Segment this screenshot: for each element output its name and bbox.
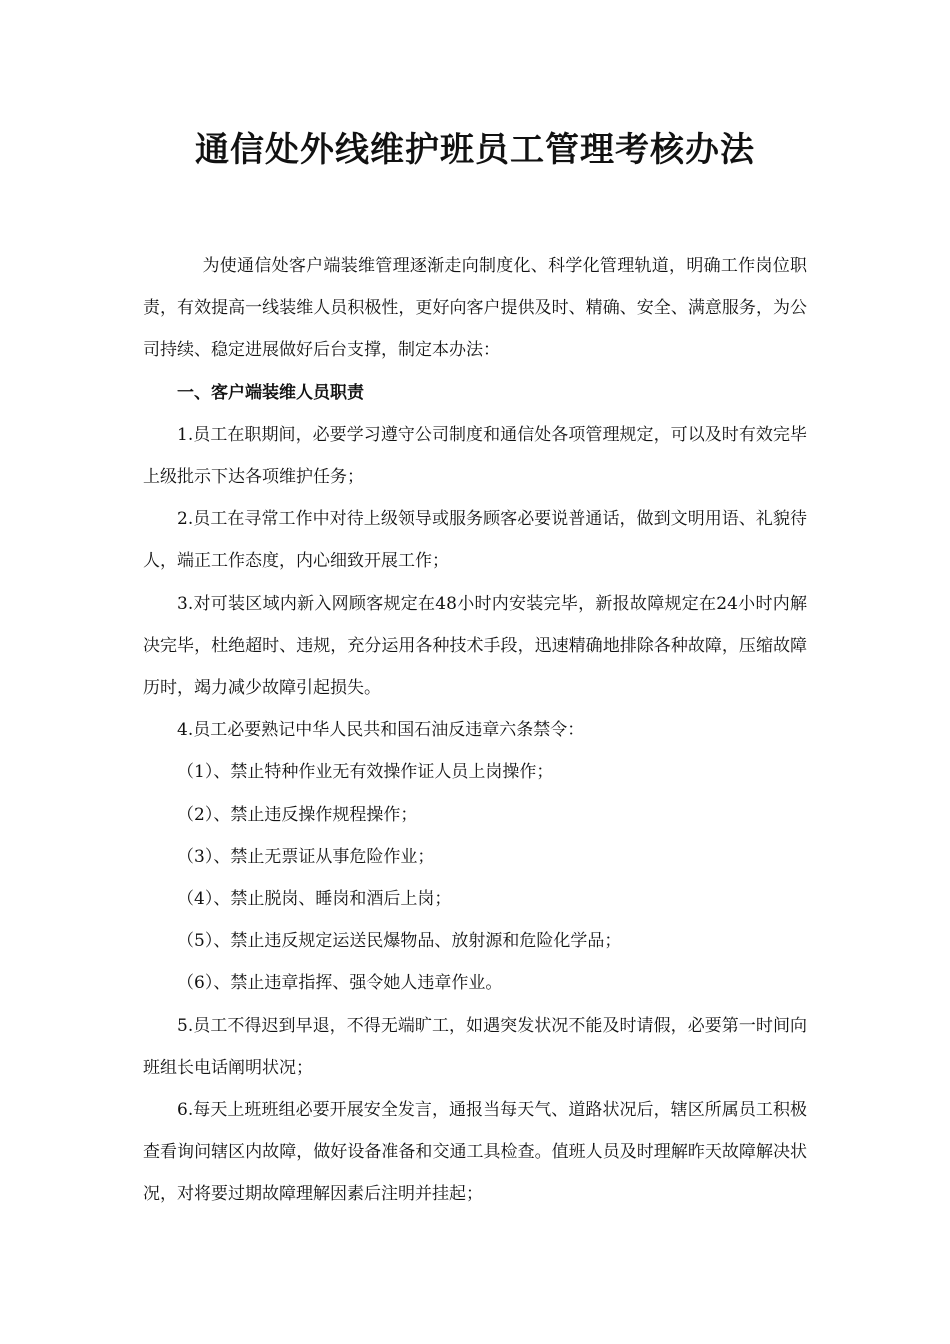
prohibition-item-4: （4）、禁止脱岗、睡岗和酒后上岗；: [177, 889, 452, 910]
prohibition-item-5: （5）、禁止违反规定运送民爆物品、放射源和危险化学品；: [177, 931, 622, 952]
prohibition-item-3: （3）、禁止无票证从事危险作业；: [177, 846, 435, 867]
duty-item-2: 2.员工在寻常工作中对待上级领导或服务顾客必要说普通话，做到文明用语、礼貌待人，端正工作态度，内心细致开展工作；: [143, 509, 807, 572]
duty-item-3: 3.对可装区域内新入网顾客规定在48小时内安装完毕，新报故障规定在24小时内解决完毕，杜绝超时、违规，充分运用各种技术手段，迅速精确地排除各种故障，压缩故障历时，竭力减少故障引起损失。: [143, 593, 807, 699]
duty-item-6: 6.每天上班班组必要开展安全发言，通报当每天气、道路状况后，辖区所属员工积极查看询问辖区内故障，做好设备准备和交通工具检查。值班人员及时理解昨天故障解决状况，对将要过期故障理解因素后注明并挂起；: [143, 1100, 807, 1205]
duty-item-1: 1.员工在职期间，必要学习遵守公司制度和通信处各项管理规定，可以及时有效完毕上级批示下达各项维护任务；: [143, 424, 807, 488]
prohibition-item-6: （6）、禁止违章指挥、强令她人违章作业。: [177, 973, 503, 994]
prohibition-item-1: （1）、禁止特种作业无有效操作证人员上岗操作；: [177, 762, 554, 783]
document-title: 通信处外线维护班员工管理考核办法: [195, 130, 755, 170]
prohibition-item-2: （2）、禁止违反操作规程操作；: [177, 804, 418, 825]
section-heading-duties: 一、客户端装维人员职责: [177, 382, 364, 403]
duty-item-4: 4.员工必要熟记中华人民共和国石油反违章六条禁令：: [177, 720, 585, 741]
intro-paragraph: 为使通信处客户端装维管理逐渐走向制度化、科学化管理轨道，明确工作岗位职责，有效提高一线装维人员积极性，更好向客户提供及时、精确、安全、满意服务，为公司持续、稳定进展做好后台支撑，制定本办法：: [143, 256, 807, 361]
document-body: [143, 245, 807, 1216]
duty-item-5: 5.员工不得迟到早退，不得无端旷工，如遇突发状况不能及时请假，必要第一时间向班组长电话阐明状况；: [143, 1015, 807, 1078]
